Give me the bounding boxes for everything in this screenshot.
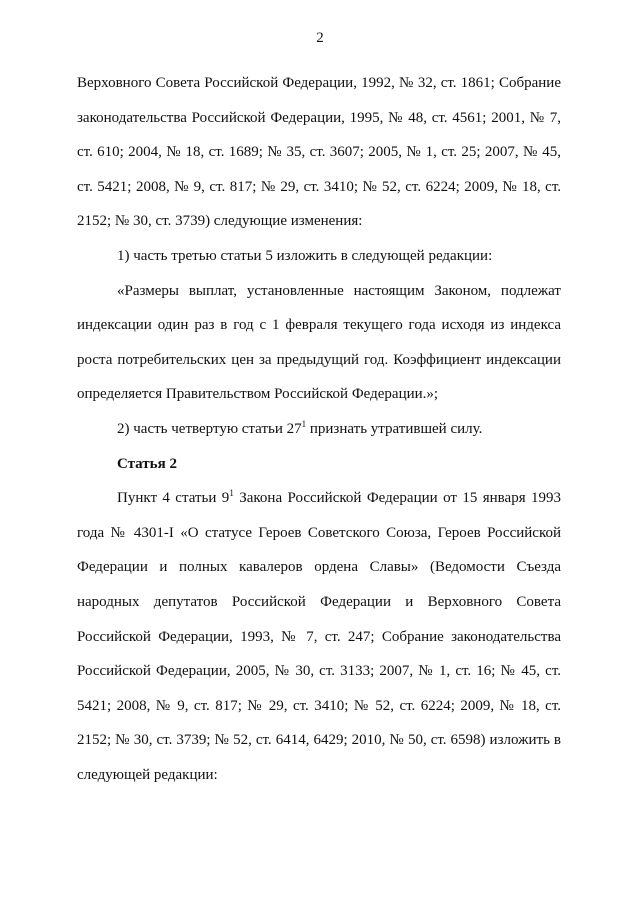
article-2-text-start: Пункт 4 статьи 9 (117, 490, 230, 507)
paragraph-quoted-text: «Размеры выплат, установленные настоящим Законом, подлежат индексации один раз в год с 1 февраля текущего года исходя из индекса роста потребительских цен за предыдущий год. Коэффициент индексации определяется Правительством Российской Федерации.»; (77, 282, 561, 403)
document-body (77, 66, 561, 792)
paragraph-item-2 (77, 412, 561, 447)
superscript-index: 1 (229, 488, 234, 499)
item-2-text-start: 2) часть четвертую статьи 27 (117, 420, 302, 437)
paragraph-item-1: 1) часть третью статьи 5 изложить в следующей редакции: (117, 247, 493, 264)
item-2-text-end: признать утратившей силу. (306, 420, 483, 437)
article-heading: Статья 2 (117, 455, 177, 472)
page-number: 2 (316, 30, 324, 46)
paragraph-amendments-intro: Верховного Совета Российской Федерации, 1992, № 32, ст. 1861; Собрание законодательства Российской Федерации, 1995, № 48, ст. 4561; 2001, № 7, ст. 610; 2004, № 18, ст. 1689; № 35, ст. 3607; 2005, № 1, ст. 25; 2007, № 45, ст. 5421; 2008, № 9, ст. 817; № 29, ст. 3410; № 52, ст. 6224; 2009, № 18, ст. 2152; № 30, ст. 3739) следующие изменения: (77, 75, 561, 230)
article-2-text-end: Закона Российской Федерации от 15 января 1993 года № 4301-I «О статусе Героев Советского Союза, Героев Российской Федерации и полных кавалеров ордена Славы» (Ведомости Съезда народных депутатов Российской Федерации и Верховного Совета Российской Федерации, 1993, № 7, ст. 247; Собрание законодательства Российской Федерации, 2005, № 30, ст. 3133; 2007, № 1, ст. 16; № 45, ст. 5421; 2008, № 9, ст. 817; № 29, ст. 3410; № 52, ст. 6224; 2009, № 18, ст. 2152; № 30, ст. 3739; № 52, ст. 6414, 6429; 2010, № 50, ст. 6598) изложить в следующей редакции: (77, 490, 562, 783)
paragraph-article-2 (77, 481, 561, 792)
superscript-index: 1 (301, 418, 307, 429)
